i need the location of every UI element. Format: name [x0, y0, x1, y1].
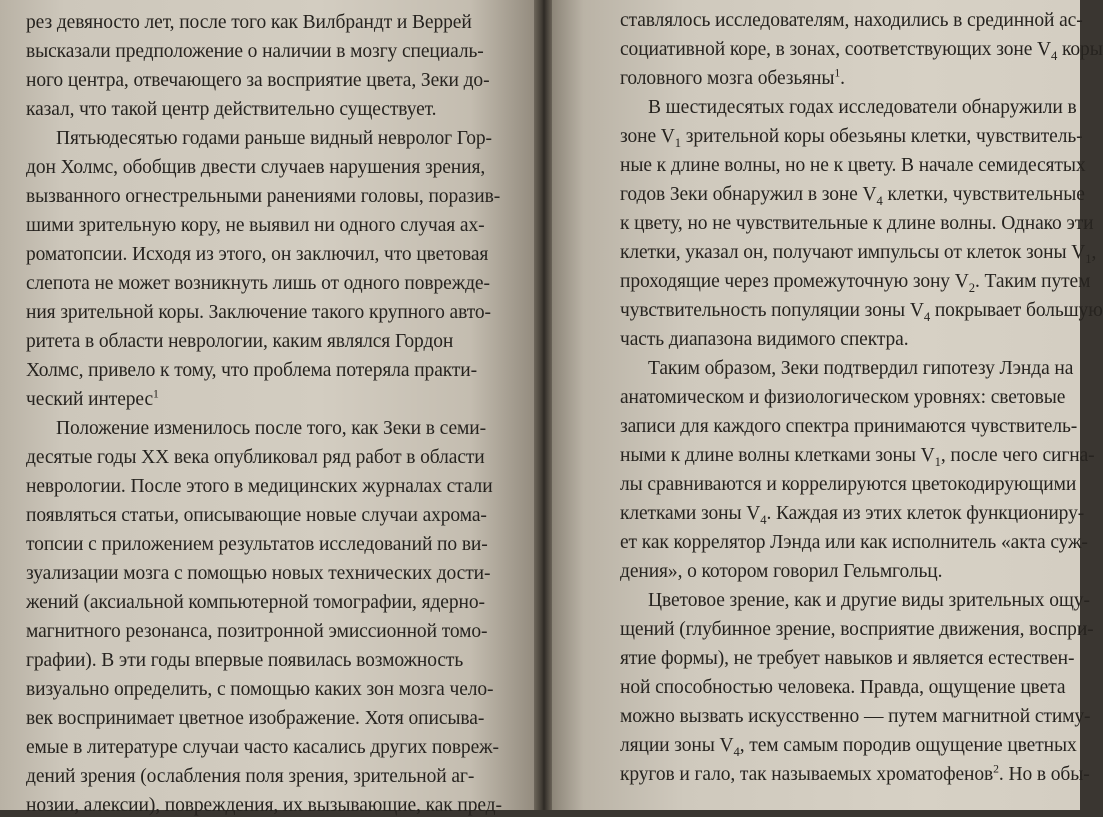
footnote-marker: 2: [993, 762, 999, 776]
body-line: появляться статьи, описывающие новые случаи ахрома-: [26, 505, 487, 526]
body-line: ятие формы), не требует навыков и является естествен-: [620, 648, 1075, 669]
body-line: [620, 735, 1077, 757]
body-line: век воспринимает цветное изображение. Хотя описыва-: [26, 708, 485, 729]
subscript: 1: [1085, 251, 1092, 266]
body-line: ния зрительной коры. Заключение такого крупного авто-: [26, 302, 491, 323]
body-line: шими зрительную кору, не выявил ни одного случая ах-: [26, 215, 485, 236]
body-line: щений (глубинное зрение, восприятие движения, воспри-: [620, 619, 1094, 640]
book-gutter: [534, 0, 552, 810]
body-line: вызванного огнестрельными ранениями головы, поразив-: [26, 186, 501, 207]
body-line-text: головного мозга обезьяны: [620, 68, 835, 89]
body-line-text: ными к длине волны клетками зоны V: [620, 445, 935, 466]
body-line: высказали предположение о наличии в мозгу специаль-: [26, 41, 484, 62]
subscript: 4: [1051, 48, 1058, 63]
footnote-marker: 1: [834, 66, 841, 80]
body-line: [620, 503, 1084, 525]
body-line: [620, 300, 1103, 322]
body-line: [620, 445, 1095, 467]
body-line: записи для каждого спектра принимаются чувствитель-: [620, 416, 1078, 437]
body-line-text: покрывает большую: [930, 300, 1103, 321]
paragraph-start-line: Пятьюдесятью годами раньше видный невролог Гор-: [56, 128, 492, 149]
subscript: 4: [923, 309, 931, 324]
body-line: жений (аксиальной компьютерной томографии, ядерно-: [26, 592, 485, 613]
paragraph-start-line: Положение изменилось после того, как Зеки в семи-: [56, 418, 486, 439]
body-line: дения», о котором говорил Гельмгольц.: [620, 561, 943, 582]
body-line-text: ческий интерес: [26, 389, 154, 410]
body-line: [620, 39, 1103, 61]
footnote-marker: 1: [153, 387, 159, 401]
body-line: магнитного резонанса, позитронной эмиссионной томо-: [26, 621, 488, 642]
body-line: ставлялось исследователям, находились в срединной ас-: [620, 10, 1083, 31]
body-line-text: клетки, указал он, получают импульсы от клеток зоны V: [620, 242, 1086, 263]
body-line: ной способностью человека. Правда, ощущение цвета: [620, 677, 1066, 698]
body-line: клетки, указал он, получают импульсы от клеток зоны $V_1$,: [620, 242, 1097, 266]
subscript: 4: [733, 744, 740, 759]
body-line-text: , тем самым породив ощущение цветных: [739, 735, 1077, 756]
body-line-text: зоне V: [620, 126, 675, 147]
body-line-text: . Каждая из этих клеток функциониру-: [766, 503, 1085, 524]
body-line: зуализации мозга с помощью новых технических дости-: [26, 563, 491, 584]
body-line-text: зрительной коры обезьяны клетки, чувствитель-: [681, 126, 1083, 147]
body-line: дений зрения (ослабления поля зрения, зрительной аг-: [26, 766, 475, 787]
body-line: слепота не может возникнуть лишь от одного поврежде-: [26, 273, 490, 294]
body-line-text: проходящие через промежуточную зону V: [620, 271, 969, 292]
body-line: ет как коррелятор Лэнда или как исполнитель «акта суж-: [620, 532, 1088, 553]
body-line-text: ляции зоны V: [620, 735, 734, 756]
subscript: 1: [674, 135, 682, 150]
body-line-text: . Но в обы-: [998, 764, 1090, 785]
body-line: ные к длине волны, но не к цвету. В начале семидесятых: [620, 155, 1086, 176]
subscript: 2: [968, 280, 975, 295]
body-line: Холмс, привело к тому, что проблема потеряла практи-: [26, 360, 478, 381]
body-line-text: чувствительность популяции зоны V: [620, 300, 924, 321]
right-page: [552, 0, 1103, 810]
body-line-text: . Таким путем: [974, 271, 1091, 292]
body-line: анатомическом и физиологическом уровнях: световые: [620, 387, 1066, 408]
paragraph-start-line: Таким образом, Зеки подтвердил гипотезу Лэнда на: [648, 358, 1074, 379]
body-line: [26, 389, 159, 411]
body-line: [620, 271, 1090, 293]
body-line: емые в литературе случаи часто касались других повреж-: [26, 737, 499, 758]
body-line-text: клетки, чувствительные: [882, 184, 1085, 205]
paragraph-start-line: Цветовое зрение, как и другие виды зрительных ощу-: [648, 590, 1090, 611]
body-line: топсии с приложением результатов исследований по ви-: [26, 534, 488, 555]
body-line: графии). В эти годы впервые появилась возможность: [26, 650, 464, 671]
body-line: [620, 184, 1085, 206]
body-line: нозии, алексии), повреждения, их вызывающие, как пред-: [26, 795, 502, 816]
body-line: головного мозга обезьяны$^1$.: [620, 66, 845, 89]
body-line-text: , после чего сигна-: [940, 445, 1095, 466]
body-line: к цвету, но не чувствительные к длине волны. Однако эти: [620, 213, 1094, 234]
body-line: неврологии. После этого в медицинских журналах стали: [26, 476, 493, 497]
subscript: 4: [876, 193, 883, 208]
body-line-text: клетками зоны V: [620, 503, 761, 524]
body-line: ного центра, отвечающего за восприятие цвета, Зеки до-: [26, 70, 490, 91]
left-page: [0, 0, 534, 816]
body-line: роматопсии. Исходя из этого, он заключил, что цветовая: [26, 244, 489, 265]
body-line-text: коры: [1057, 39, 1103, 60]
body-line-text: годов Зеки обнаружил в зоне V: [620, 184, 877, 205]
body-line: [620, 764, 1090, 786]
body-line: часть диапазона видимого спектра.: [620, 329, 909, 350]
body-line: казал, что такой центр действительно существует.: [26, 99, 437, 120]
body-line: рез девяносто лет, после того как Вилбрандт и Веррей: [26, 12, 472, 33]
paragraph-start-line: В шестидесятых годах исследователи обнаружили в: [648, 97, 1077, 118]
body-line: ритета в области неврологии, каким являлся Гордон: [26, 331, 454, 352]
body-line-text: социативной коре, в зонах, соответствующих зоне V: [620, 39, 1052, 60]
subscript: 4: [760, 512, 767, 527]
body-line: десятые годы XX века опубликовал ряд работ в области: [26, 447, 485, 468]
body-line: можно вызвать искусственно — путем магнитной стиму-: [620, 706, 1091, 727]
subscript: 1: [934, 454, 941, 469]
body-line: визуально определить, с помощью каких зон мозга чело-: [26, 679, 494, 700]
body-line: дон Холмс, обобщив двести случаев нарушения зрения,: [26, 157, 486, 178]
body-line: лы сравниваются и коррелируются цветокодирующими: [620, 474, 1077, 495]
body-line: [620, 126, 1083, 148]
body-line-text: кругов и гало, так называемых хроматофенов: [620, 764, 994, 785]
